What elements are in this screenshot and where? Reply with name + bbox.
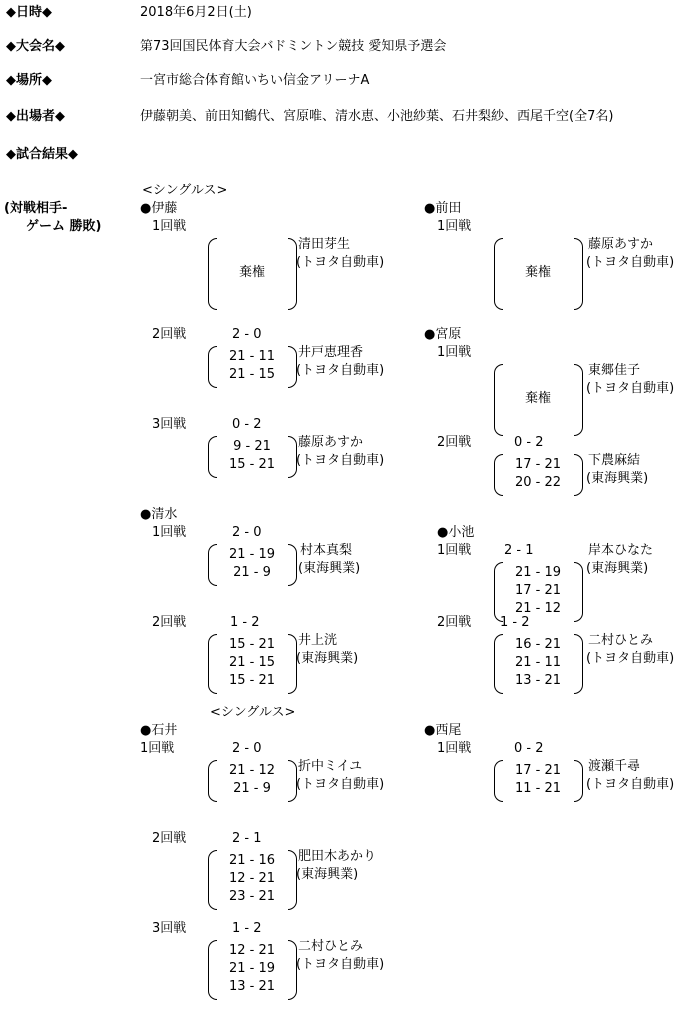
round-label: 1回戦 [152, 525, 187, 540]
game-score: 16 - 21 [514, 637, 562, 652]
game-score: 21 - 19 [514, 565, 562, 580]
date-value: 2018年6月2日(土) [140, 5, 252, 20]
opponent-team: (トヨタ自動車) [296, 363, 385, 378]
opponent-name: 藤原あすか [588, 237, 654, 252]
match-total: 1 - 2 [500, 615, 530, 630]
result-text: 棄権 [524, 391, 551, 406]
game-score: 15 - 21 [228, 673, 276, 688]
result-text: 棄権 [524, 265, 551, 280]
opponent-team: (トヨタ自動車) [296, 453, 385, 468]
round-label: 3回戦 [152, 921, 187, 936]
opponent-name: 井戸恵理香 [298, 345, 364, 360]
round-label: 2回戦 [152, 831, 187, 846]
match-total: 2 - 1 [504, 543, 534, 558]
opponent-name: 肥田木あかり [298, 849, 377, 864]
match-total: 2 - 1 [232, 831, 262, 846]
game-score: 15 - 21 [228, 637, 276, 652]
bracket-right [574, 454, 583, 496]
game-score: 11 - 21 [514, 781, 562, 796]
date-label: ◆日時◆ [6, 5, 52, 20]
game-score: 23 - 21 [228, 889, 276, 904]
match-total: 2 - 0 [232, 741, 262, 756]
opponent-name: 井上洸 [298, 633, 338, 648]
match-total: 2 - 0 [232, 327, 262, 342]
opponent-team: (東海興業) [586, 471, 649, 486]
round-label: 1回戦 [152, 219, 187, 234]
event-value: 第73回国民体育大会バドミントン競技 愛知県予選会 [140, 39, 447, 54]
opponent-team: (トヨタ自動車) [586, 651, 675, 666]
game-score: 20 - 22 [514, 475, 562, 490]
match-total: 0 - 2 [232, 417, 262, 432]
game-score: 21 - 11 [228, 349, 276, 364]
game-score: 21 - 19 [228, 961, 276, 976]
opponent-name: 村本真梨 [300, 543, 353, 558]
round-label: 2回戦 [152, 615, 187, 630]
bracket-right [574, 634, 583, 694]
match-total: 1 - 2 [232, 921, 262, 936]
match-total: 2 - 0 [232, 525, 262, 540]
opponent-name: 清田芽生 [298, 237, 351, 252]
opponent-team: (トヨタ自動車) [296, 957, 385, 972]
round-label: 2回戦 [437, 615, 472, 630]
opponent-team: (東海興業) [298, 561, 361, 576]
opponent-team: (東海興業) [296, 651, 359, 666]
game-score: 21 - 19 [228, 547, 276, 562]
game-score: 21 - 12 [228, 763, 276, 778]
game-score: 12 - 21 [228, 871, 276, 886]
player-name-nishio: ●西尾 [424, 723, 462, 738]
round-label: 3回戦 [152, 417, 187, 432]
players-value: 伊藤朝美、前田知鶴代、宮原唯、清水恵、小池紗葉、石井梨紗、西尾千空(全7名) [140, 109, 614, 124]
round-label: 1回戦 [140, 741, 175, 756]
side-note-line2: ゲーム 勝敗) [26, 219, 102, 234]
player-name-koike: ●小池 [437, 525, 475, 540]
game-score: 15 - 21 [228, 457, 276, 472]
game-score: 13 - 21 [228, 979, 276, 994]
match-total: 0 - 2 [514, 435, 544, 450]
bracket-right [288, 544, 297, 586]
opponent-team: (トヨタ自動車) [586, 777, 675, 792]
opponent-name: 二村ひとみ [298, 939, 364, 954]
opponent-team: (東海興業) [586, 561, 649, 576]
players-label: ◆出場者◆ [6, 109, 65, 124]
opponent-team: (トヨタ自動車) [586, 381, 675, 396]
round-label: 2回戦 [152, 327, 187, 342]
round-label: 1回戦 [437, 543, 472, 558]
player-name-ito: ●伊藤 [140, 201, 178, 216]
section-title-singles: <シングルス> [210, 705, 296, 720]
game-score: 21 - 16 [228, 853, 276, 868]
game-score: 17 - 21 [514, 763, 562, 778]
game-score: 21 - 12 [514, 601, 562, 616]
round-label: 2回戦 [437, 435, 472, 450]
opponent-team: (トヨタ自動車) [586, 255, 675, 270]
round-label: 1回戦 [437, 741, 472, 756]
game-score: 9 - 21 [233, 439, 271, 454]
opponent-team: (トヨタ自動車) [296, 777, 385, 792]
match-total: 0 - 2 [514, 741, 544, 756]
opponent-team: (東海興業) [296, 867, 359, 882]
game-score: 12 - 21 [228, 943, 276, 958]
game-score: 21 - 15 [228, 655, 276, 670]
player-name-ishii: ●石井 [140, 723, 178, 738]
game-score: 21 - 11 [514, 655, 562, 670]
round-label: 1回戦 [437, 345, 472, 360]
player-name-shimizu: ●清水 [140, 507, 178, 522]
opponent-name: 二村ひとみ [588, 633, 654, 648]
bracket-right [574, 760, 583, 802]
game-score: 17 - 21 [514, 583, 562, 598]
player-name-miyahara: ●宮原 [424, 327, 462, 342]
opponent-name: 折中ミイユ [298, 759, 363, 774]
venue-value: 一宮市総合体育館いちい信金アリーナA [140, 73, 370, 88]
section-title-singles: <シングルス> [142, 183, 228, 198]
opponent-name: 下農麻結 [588, 453, 641, 468]
opponent-name: 岸本ひなた [588, 543, 654, 558]
round-label: 1回戦 [437, 219, 472, 234]
game-score: 21 - 9 [233, 781, 271, 796]
event-label: ◆大会名◆ [6, 39, 65, 54]
side-note-line1: (対戦相手- [4, 201, 68, 216]
opponent-name: 渡瀬千尋 [588, 759, 641, 774]
game-score: 21 - 9 [233, 565, 271, 580]
bracket-right [574, 562, 583, 622]
result-text: 棄権 [238, 265, 265, 280]
venue-label: ◆場所◆ [6, 73, 52, 88]
game-score: 13 - 21 [514, 673, 562, 688]
results-label: ◆試合結果◆ [6, 147, 78, 162]
opponent-team: (トヨタ自動車) [296, 255, 385, 270]
opponent-name: 藤原あすか [298, 435, 364, 450]
match-total: 1 - 2 [230, 615, 260, 630]
game-score: 21 - 15 [228, 367, 276, 382]
player-name-maeda: ●前田 [424, 201, 462, 216]
opponent-name: 東郷佳子 [588, 363, 641, 378]
game-score: 17 - 21 [514, 457, 562, 472]
